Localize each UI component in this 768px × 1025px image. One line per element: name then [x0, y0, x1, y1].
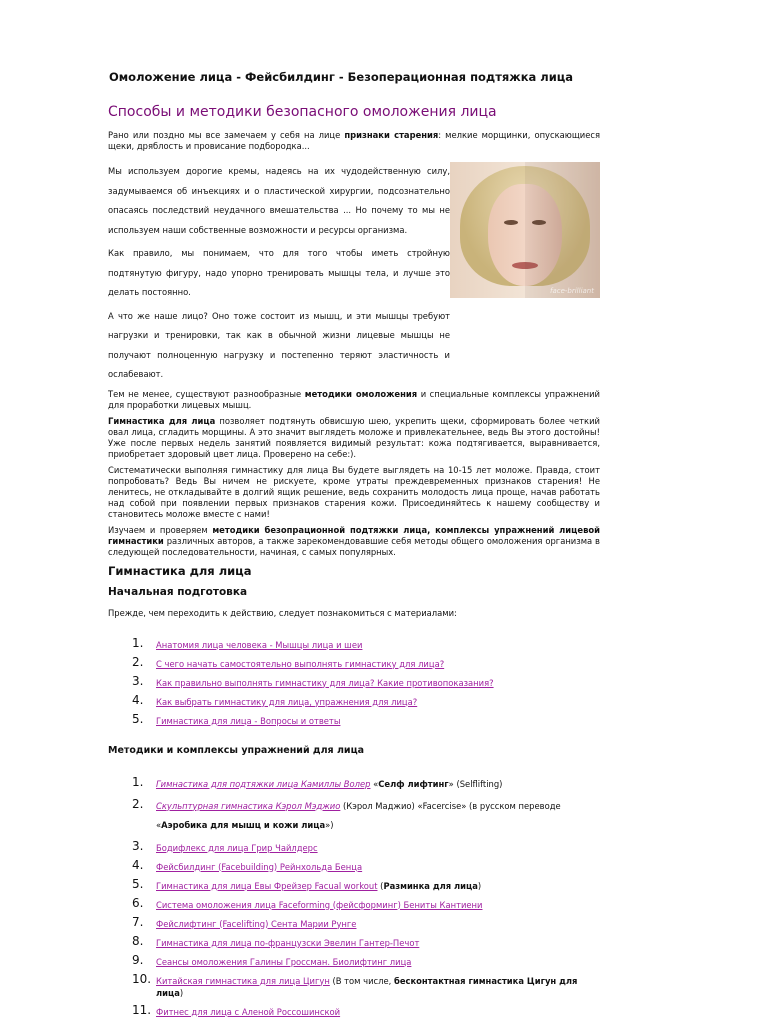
- list-item: [108, 876, 600, 892]
- list-number: 9.: [132, 952, 144, 967]
- list-item: [108, 933, 600, 949]
- list-number: 5.: [132, 876, 144, 891]
- paragraph-figure: Как правило, мы понимаем, что для того чтобы иметь стройную подтянутую фигуру, надо упорно тренировать мышцы тела, и лучше это делать постоянно.: [108, 248, 450, 297]
- list-number: 10.: [132, 971, 152, 986]
- list-number: 1.: [132, 774, 144, 789]
- list-number: 7.: [132, 914, 144, 929]
- paragraph-study: [108, 525, 600, 558]
- method-link[interactable]: Гимнастика для подтяжки лица Камиллы Волер: [156, 778, 371, 789]
- intro-bold: признаки старения: [344, 130, 439, 140]
- method-note-bold: Аэробика для мышц и кожи лица: [161, 819, 326, 830]
- list-item: [108, 857, 600, 873]
- section-title: Способы и методики безопасного омоложения лица: [108, 104, 497, 120]
- heading-gymnastics: Гимнастика для лица: [108, 563, 252, 578]
- heading-methods: Методики и комплексы упражнений для лица: [108, 744, 365, 756]
- paragraph-creams: Мы используем дорогие кремы, надеясь на их чудодейственную силу, задумываемся об инъекциях и о пластической хирургии, подсознательно опасаясь последствий неудачного вмешательства ... Но почему то мы не используем наши собственные возможности и ресурсы организма.: [108, 166, 450, 235]
- image-watermark: face-brilliant: [549, 287, 594, 295]
- p7-bold: методики безопрационной подтяжки лица, комплексы упражнений лицевой гимнастики: [108, 524, 600, 546]
- intro-text: Рано или поздно мы все замечаем у себя на лице: [108, 130, 345, 140]
- list-item: [108, 673, 600, 689]
- intro-text-end: : мелкие морщинки, опускающиеся щеки, дряблость и провисание подбородка...: [108, 130, 600, 151]
- p5-bold: Гимнастика для лица: [108, 415, 216, 426]
- heading-preparation: Начальная подготовка: [108, 585, 248, 598]
- material-link[interactable]: Как правильно выполнять гимнастику для лица? Какие противопоказания?: [156, 677, 494, 688]
- list-number: 11.: [132, 1002, 152, 1017]
- list-item: [108, 838, 600, 854]
- face-photo: [450, 162, 600, 298]
- list-item: [108, 635, 600, 651]
- p4-bold: методики омоложения: [304, 388, 418, 399]
- list-item: [108, 711, 600, 727]
- paragraph-face-muscles: А что же наше лицо? Оно тоже состоит из мышц, и эти мышцы требуют нагрузки и тренировки, так как в обычной жизни лицевые мышцы не получают полноценную нагрузку и постепенно теряют эластичность и ослабевают.: [108, 310, 450, 379]
- list-number: 1.: [132, 635, 144, 650]
- preparation-text: Прежде, чем переходить к действию, следует познакомиться с материалами:: [108, 607, 457, 618]
- page-title: Омоложение лица - Фейсбилдинг - Безоперационная подтяжка лица: [109, 70, 574, 84]
- method-note-end: ): [179, 987, 184, 998]
- material-link[interactable]: Как выбрать гимнастику для лица, упражнения для лица?: [156, 696, 418, 707]
- method-link[interactable]: Китайская гимнастика для лица Цигун: [156, 975, 330, 986]
- list-number: 3.: [132, 838, 144, 853]
- method-link[interactable]: Фитнес для лица с Аленой Россошинской: [156, 1006, 341, 1017]
- method-link[interactable]: Гимнастика для лица по-французски Эвелин Гантер-Печот: [156, 937, 420, 948]
- method-note: (Кэрол Маджио) «Facercise» (в русском переводе «: [156, 800, 561, 830]
- list-number: 3.: [132, 673, 144, 688]
- material-link[interactable]: Гимнастика для лица - Вопросы и ответы: [156, 715, 341, 726]
- p4-text-end: и специальные комплексы упражнений для проработки лицевых мышц.: [108, 388, 600, 410]
- materials-list: [108, 635, 600, 727]
- method-link[interactable]: Фейслифтинг (Facelifting) Сента Марии Рунге: [156, 918, 357, 929]
- list-number: 4.: [132, 692, 144, 707]
- method-note: (В том числе,: [329, 975, 394, 986]
- list-item: [108, 971, 600, 999]
- list-item: [108, 914, 600, 930]
- list-item: [108, 654, 600, 670]
- method-note-bold: Селф лифтинг: [378, 778, 449, 789]
- method-link[interactable]: Сеансы омоложения Галины Гроссман. Биолифтинг лица: [156, 956, 412, 967]
- method-link[interactable]: Фейсбилдинг (Facebuilding) Рейнхольда Бенца: [156, 861, 363, 872]
- method-link[interactable]: Система омоложения лица Faceforming (фейсформинг) Бениты Кантиени: [156, 899, 483, 910]
- list-number: 6.: [132, 895, 144, 910]
- list-item: [108, 797, 600, 835]
- list-item: [108, 692, 600, 708]
- method-link[interactable]: Бодифлекс для лица Грир Чайлдерс: [156, 842, 318, 853]
- methods-list: [108, 774, 600, 1018]
- list-item: [108, 774, 600, 790]
- paragraph-methods: [108, 389, 600, 411]
- intro-paragraph: [108, 130, 600, 152]
- list-number: 8.: [132, 933, 144, 948]
- paragraph-systematic: Систематически выполняя гимнастику для лица Вы будете выглядеть на 10-15 лет моложе. Правда, стоит попробовать? Ведь Вы ничем не рискуете, кроме утраты преждевременных признаков старения! Не ленитесь, не откладывайте в долгий ящик решение, ведь сохранить молодость лица проще, начав работать над собой при появлении первых признаков старения кожи. Присоединяйтесь к нашему сообществу и становитесь моложе вместе с нами!: [108, 464, 600, 519]
- method-link[interactable]: Гимнастика для лица Евы Фрейзер Facual workout: [156, 880, 378, 891]
- method-note-bold: Разминка для лица: [383, 880, 478, 891]
- method-note: «: [370, 778, 379, 789]
- p5-text: позволяет подтянуть обвисшую шею, укрепить щеки, сформировать более четкий овал лица, сгладить морщины. А это значит выглядеть моложе и привлекательнее, ведь Вы этого достойны! Уже после первых недель занятий появляется видимый результат: кожа подтягивается, выравнивается, приобретает здоровый цвет лица. Проверено на себе:).: [108, 415, 600, 459]
- material-link[interactable]: С чего начать самостоятельно выполнять гимнастику для лица?: [156, 658, 445, 669]
- list-number: 2.: [132, 654, 144, 669]
- list-item: [108, 952, 600, 968]
- document-page: [108, 70, 600, 1025]
- list-item: [108, 895, 600, 911]
- p4-text: Тем не менее, существуют разнообразные: [108, 388, 305, 399]
- list-number: 2.: [132, 796, 144, 811]
- method-note: (: [377, 880, 384, 891]
- text-with-image: [108, 162, 600, 385]
- method-note-end: » (Selflifting): [448, 778, 503, 789]
- list-item: [108, 1002, 600, 1018]
- material-link[interactable]: Анатомия лица человека - Мышцы лица и шеи: [156, 639, 363, 650]
- method-note-end: »): [325, 819, 334, 830]
- method-note-bold: бесконтактная гимнастика Цигун для лица: [156, 975, 578, 998]
- method-link[interactable]: Скульптурная гимнастика Кэрол Мэджио: [156, 800, 341, 811]
- paragraph-gymnastics: [108, 416, 600, 460]
- list-number: 4.: [132, 857, 144, 872]
- method-note-end: ): [477, 880, 482, 891]
- p7-text-end: различных авторов, а также зарекомендовавшие себя методы общего омоложения организма в следующей последовательности, начиная, с самых популярных.: [108, 535, 600, 557]
- p7-text: Изучаем и проверяем: [108, 524, 213, 535]
- list-number: 5.: [132, 711, 144, 726]
